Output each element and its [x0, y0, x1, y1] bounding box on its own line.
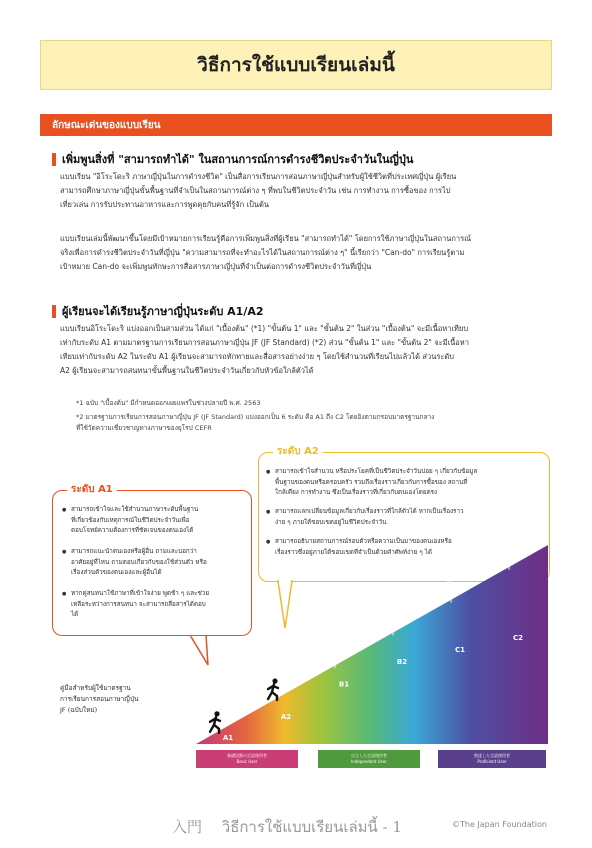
text-line: คู่มือสำหรับผู้ใช้มาตรฐาน [60, 684, 131, 692]
text-line: แบบเรียนเล่มนี้พัฒนาขึ้นโดยมีเป้าหมายการเรียนรู้คือการเพิ่มพูนสิ่งที่ผู้เรียน "สามารถทำได้" โดยการใช้ภาษาญี่ปุ่นในสถานการณ์ [60, 234, 472, 243]
section2-heading-text: ผู้เรียนจะได้เรียนรู้ภาษาญี่ปุ่นระดับ A1/A2 [62, 305, 264, 318]
band-jp-label: 熟達した言語使用者 [474, 753, 510, 758]
text-line: ตอบโจทย์ความต้องการที่ชัดเจนของตนเองได้ [71, 527, 194, 534]
level-label-c2: C2 [512, 634, 524, 642]
text-line: เรื่องราวซึ่งอยู่ภายใต้ขอบเขตที่จำเป็นด้วยคำศัพท์ง่าย ๆ ได้ [275, 548, 432, 556]
level-label-a2: A2 [280, 713, 292, 722]
text-line: ● สามารถเข้าใจและใช้สำนวนภาษาระดับพื้นฐาน [71, 506, 199, 513]
text-line: ● สามารถแลกเปลี่ยนข้อมูลเกี่ยวกับเรื่องราวที่ใกล้ตัวได้ หากเป็นเรื่องราว [275, 508, 464, 515]
text-line: เทียบเท่ากับระดับ A2 ในระดับ A1 ผู้เรียนจะสามารถทักทายและสื่อสารอย่างง่าย ๆ โดยใช้สำนวนที่เรียนไปแล้วได้ ส่วนระดับ [60, 352, 455, 361]
band-basic-user [196, 750, 298, 768]
runner-figure-icon [384, 613, 394, 635]
section1-heading-text: เพิ่มพูนสิ่งที่ "สามารถทำได้" ในสถานการณ์การดำรงชีวิตประจำวันในญี่ปุ่น [62, 153, 414, 166]
text-line: ง่าย ๆ ภายใต้ขอบเขตอยู่ในชีวิตประจำวัน [275, 518, 387, 526]
runner-figure-icon [268, 678, 278, 700]
slope-triangle [196, 545, 548, 744]
text-line: JF (ฉบับใหม่) [60, 706, 98, 714]
runner-figure-icon [500, 547, 510, 569]
text-line: ● สามารถอธิบายสถานการณ์รอบตัวหรือความเป็นมาของตนเองหรือ [275, 538, 452, 545]
text-line: เท่ากับระดับ A1 ตามมาตรฐานการเรียนการสอนภาษาญี่ปุ่น JF (JF Standard) (*2) ส่วน "ขั้นต้น 1" และ "ขั้นต้น 2" จะมีเนื้อหา [60, 338, 469, 347]
page-title: วิธีการใช้แบบเรียนเล่มนี้ [40, 40, 552, 90]
level-a1-title: ระดับ A1 [67, 482, 117, 497]
text-line: ใกล้เคียง การทำงาน ซึ่งเป็นเรื่องราวที่เกี่ยวกับตนเองโดยตรง [275, 489, 438, 496]
text-line: เรื่องส่วนตัวของตนเองและผู้อื่นได้ [71, 569, 162, 576]
text-line: ● หากคู่สนทนาใช้ภาษาที่เข้าใจง่าย พูดช้า ๆ และช่วย [71, 590, 210, 597]
text-line: พื้นฐานของตนหรือครอบครัว รวมถึงเรื่องราวเกี่ยวกับการซื้อของ สถานที่ [275, 478, 468, 486]
footer-page-title: 入門 วิธีการใช้แบบเรียนเล่มนี้ - 1 [172, 818, 402, 836]
text-line: ที่เกี่ยวข้องกับเหตุการณ์ในชีวิตประจำวันเพื่อ [71, 516, 190, 524]
level-label-c1: C1 [454, 646, 466, 654]
text-line: สามารถศึกษาภาษาญี่ปุ่นขั้นพื้นฐานที่จำเป็นในสถานการณ์ต่าง ๆ ที่พบในชีวิตประจำวัน เช่น การทำงาน การซื้อของ การไป [60, 186, 451, 195]
section-header: ลักษณะเด่นของแบบเรียน [40, 114, 552, 136]
level-label-a1: A1 [222, 734, 234, 742]
level-label-b2: B2 [396, 658, 408, 666]
text-line: จริงเพื่อการดำรงชีวิตประจำวันที่ญี่ปุ่น "ความสามารถที่จะทำอะไรได้ในสถานการณ์ต่าง ๆ" นี้เรียกว่า "Can-do" การเรียนรู้ตาม [60, 248, 465, 257]
band-independent-user [318, 750, 420, 768]
footnote-1: *1 ฉบับ "เบื้องต้น" มีกำหนดออกเผยแพร่ในช่วงปลายปี พ.ศ. 2563 [76, 399, 261, 407]
level-label-b1: B1 [338, 680, 350, 689]
copyright-text: ©The Japan Foundation [452, 820, 547, 829]
text-line: เหลือระหว่างการสนทนา จะสามารถสื่อสารได้ตอบ [71, 600, 206, 608]
text-line: ● สามารถเข้าใจสำนวน หรือประโยคที่เป็นชีวิตประจำวันบ่อย ๆ เกี่ยวกับข้อมูล [275, 468, 478, 475]
band-jp-label: 基礎段階の言語使用者 [227, 753, 267, 758]
runner-figure-icon [326, 646, 336, 668]
text-line: ● สามารถแนะนำตนเองหรือผู้อื่น ถามและบอกว่า [71, 548, 197, 555]
level-a2-title: ระดับ A2 [273, 444, 323, 459]
band-en-label: Independent User [351, 759, 387, 764]
text-line: *2 มาตรฐานการเรียนการสอนภาษาญี่ปุ่น JF (JF Standard) แบ่งออกเป็น 6 ระดับ คือ A1 ถึง C2 โดยอิงตามกรอบมาตรฐานกลาง [76, 413, 435, 421]
runner-figure-icon [210, 711, 220, 733]
text-line: เป้าหมาย Can-do จะเพิ่มพูนทักษะการสื่อสารภาษาญี่ปุ่นที่จำเป็นต่อการดำรงชีวิตประจำวันที่ญี่ปุ่น [60, 262, 372, 271]
text-line: ที่ใช้วัดความเชี่ยวชาญทางภาษาของยุโรป CEFR [76, 424, 212, 432]
text-line: แบบเรียนอิโระโดะริ แบ่งออกเป็นสามส่วน ได้แก่ "เบื้องต้น" (*1) "ขั้นต้น 1" และ "ขั้นต้น 2" ในส่วน "เบื้องต้น" จะมีเนื้อหาเทียบ [60, 324, 469, 333]
band-en-label: Basic User [236, 759, 258, 764]
band-proficient-user [438, 750, 546, 768]
text-line: ได้ [71, 611, 79, 618]
band-en-label: Proficient User [477, 759, 507, 764]
text-line: เที่ยวเล่น การรับประทานอาหารและการพูดคุยกับคนที่รู้จัก เป็นต้น [60, 200, 270, 209]
text-line: การเรียนการสอนภาษาญี่ปุ่น [60, 695, 139, 703]
text-line: อาศัยอยู่ที่ไหน ถามตอบเกี่ยวกับของใช้ส่วนตัว หรือ [71, 558, 207, 566]
band-jp-label: 自立した言語使用者 [351, 753, 387, 758]
runner-figure-icon [442, 580, 452, 602]
text-line: แบบเรียน "อิโระโดะริ ภาษาญี่ปุ่นในการดำรงชีวิต" เป็นสื่อการเรียนการสอนภาษาญี่ปุ่นสำหรับผู้ใช้ชีวิตที่ประเทศญี่ปุ่น ผู้เรียน [60, 172, 457, 181]
text-line: A2 ผู้เรียนจะสามารถสนทนาขั้นพื้นฐานในชีวิตประจำวันเกี่ยวกับหัวข้อใกล้ตัวได้ [60, 366, 314, 375]
